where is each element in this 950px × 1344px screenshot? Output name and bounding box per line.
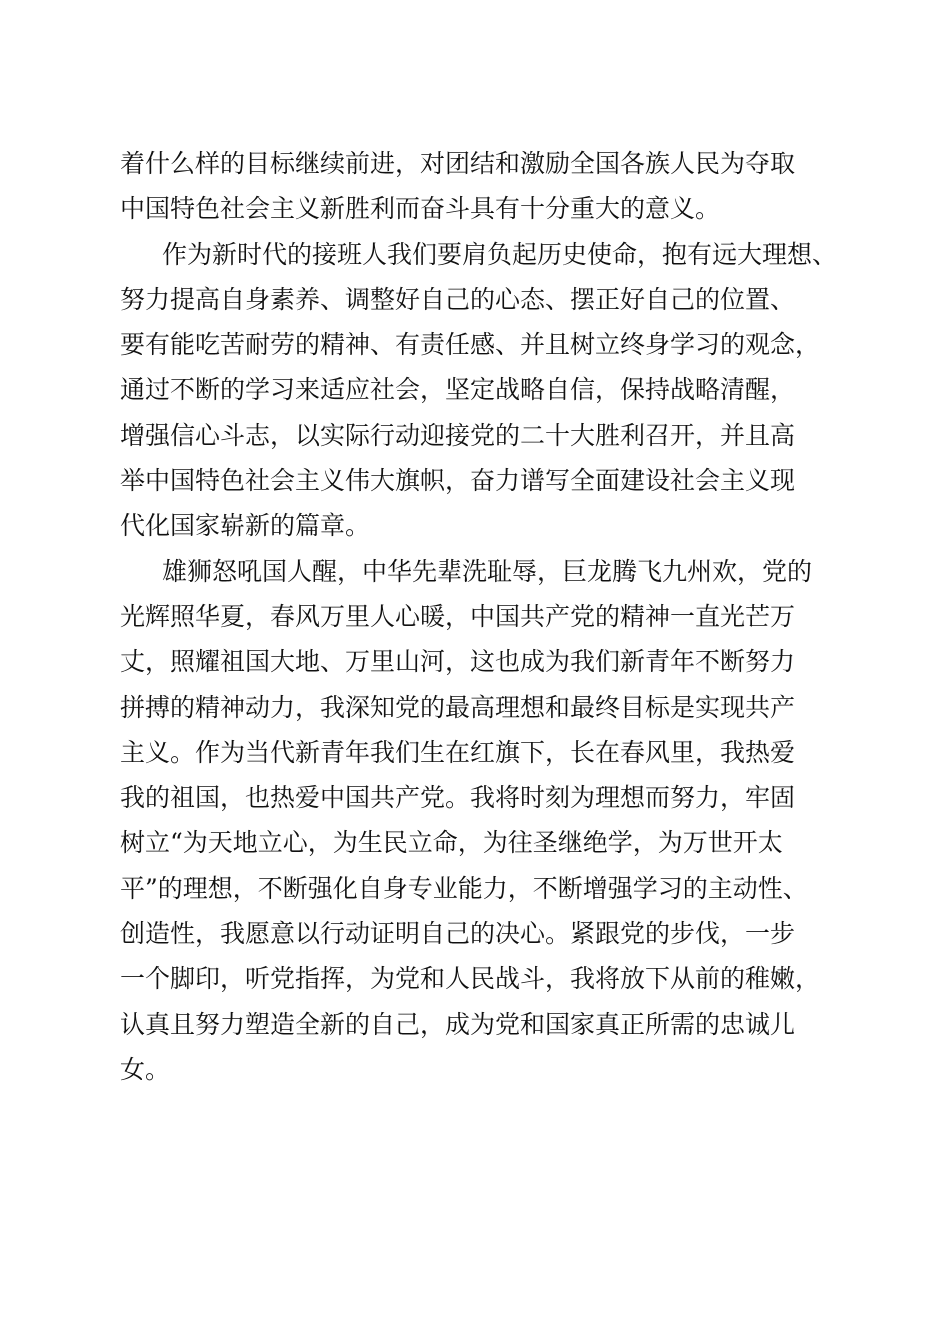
paragraph-line: 着什么样的目标继续前进，对团结和激励全国各族人民为夺取 [120,149,796,178]
paragraph-line: 通过不断的学习来适应社会，坚定战略自信，保持战略清醒， [120,375,796,405]
paragraph-line: 举中国特色社会主义伟大旗帜，奋力谱写全面建设社会主义现 [120,466,796,496]
paragraph-line: 代化国家崭新的篇章。 [120,511,371,541]
paragraph-line: 增强信心斗志，以实际行动迎接党的二十大胜利召开，并且高 [120,420,796,450]
paragraph-line: 创造性，我愿意以行动证明自己的决心。紧跟党的步伐，一步 [120,919,796,949]
paragraph-line: 女。 [120,1054,171,1084]
paragraph-line: 一个脚印，听党指挥，为党和人民战斗，我将放下从前的稚嫩， [120,964,821,994]
paragraph-line: 中国特色社会主义新胜利而奋斗具有十分重大的意义。 [120,194,721,224]
paragraph-line: 主义。作为当代新青年我们生在红旗下，长在春风里，我热爱 [120,737,796,767]
paragraph-line: 拼搏的精神动力，我深知党的最高理想和最终目标是实现共产 [120,692,796,722]
paragraph-line: 雄狮怒吼国人醒，中华先辈洗耻辱，巨龙腾飞九州欢，党的 [162,556,813,586]
document-body [120,141,840,1092]
paragraph-line: 光辉照华夏，春风万里人心暖，中国共产党的精神一直光芒万 [120,601,796,631]
paragraph-line: 树立“为天地立心，为生民立命，为往圣继绝学，为万世开太 [120,828,783,858]
paragraph-line: 努力提高自身素养、调整好自己的心态、摆正好自己的位置、 [120,284,796,314]
paragraph-line: 作为新时代的接班人我们要肩负起历史使命，抱有远大理想、 [162,239,838,269]
paragraph-line: 认真且努力塑造全新的自己，成为党和国家真正所需的忠诚儿 [120,1009,796,1039]
paragraph-3 [120,549,840,1093]
paragraph-line: 丈，照耀祖国大地、万里山河，这也成为我们新青年不断努力 [120,647,796,677]
paragraph-line: 要有能吃苦耐劳的精神、有责任感、并且树立终身学习的观念， [120,330,821,360]
paragraph-2 [120,232,840,549]
paragraph-line: 平”的理想，不断强化自身专业能力，不断增强学习的主动性、 [120,873,808,903]
paragraph-line: 我的祖国，也热爱中国共产党。我将时刻为理想而努力，牢固 [120,783,796,813]
paragraph-1 [120,141,840,232]
